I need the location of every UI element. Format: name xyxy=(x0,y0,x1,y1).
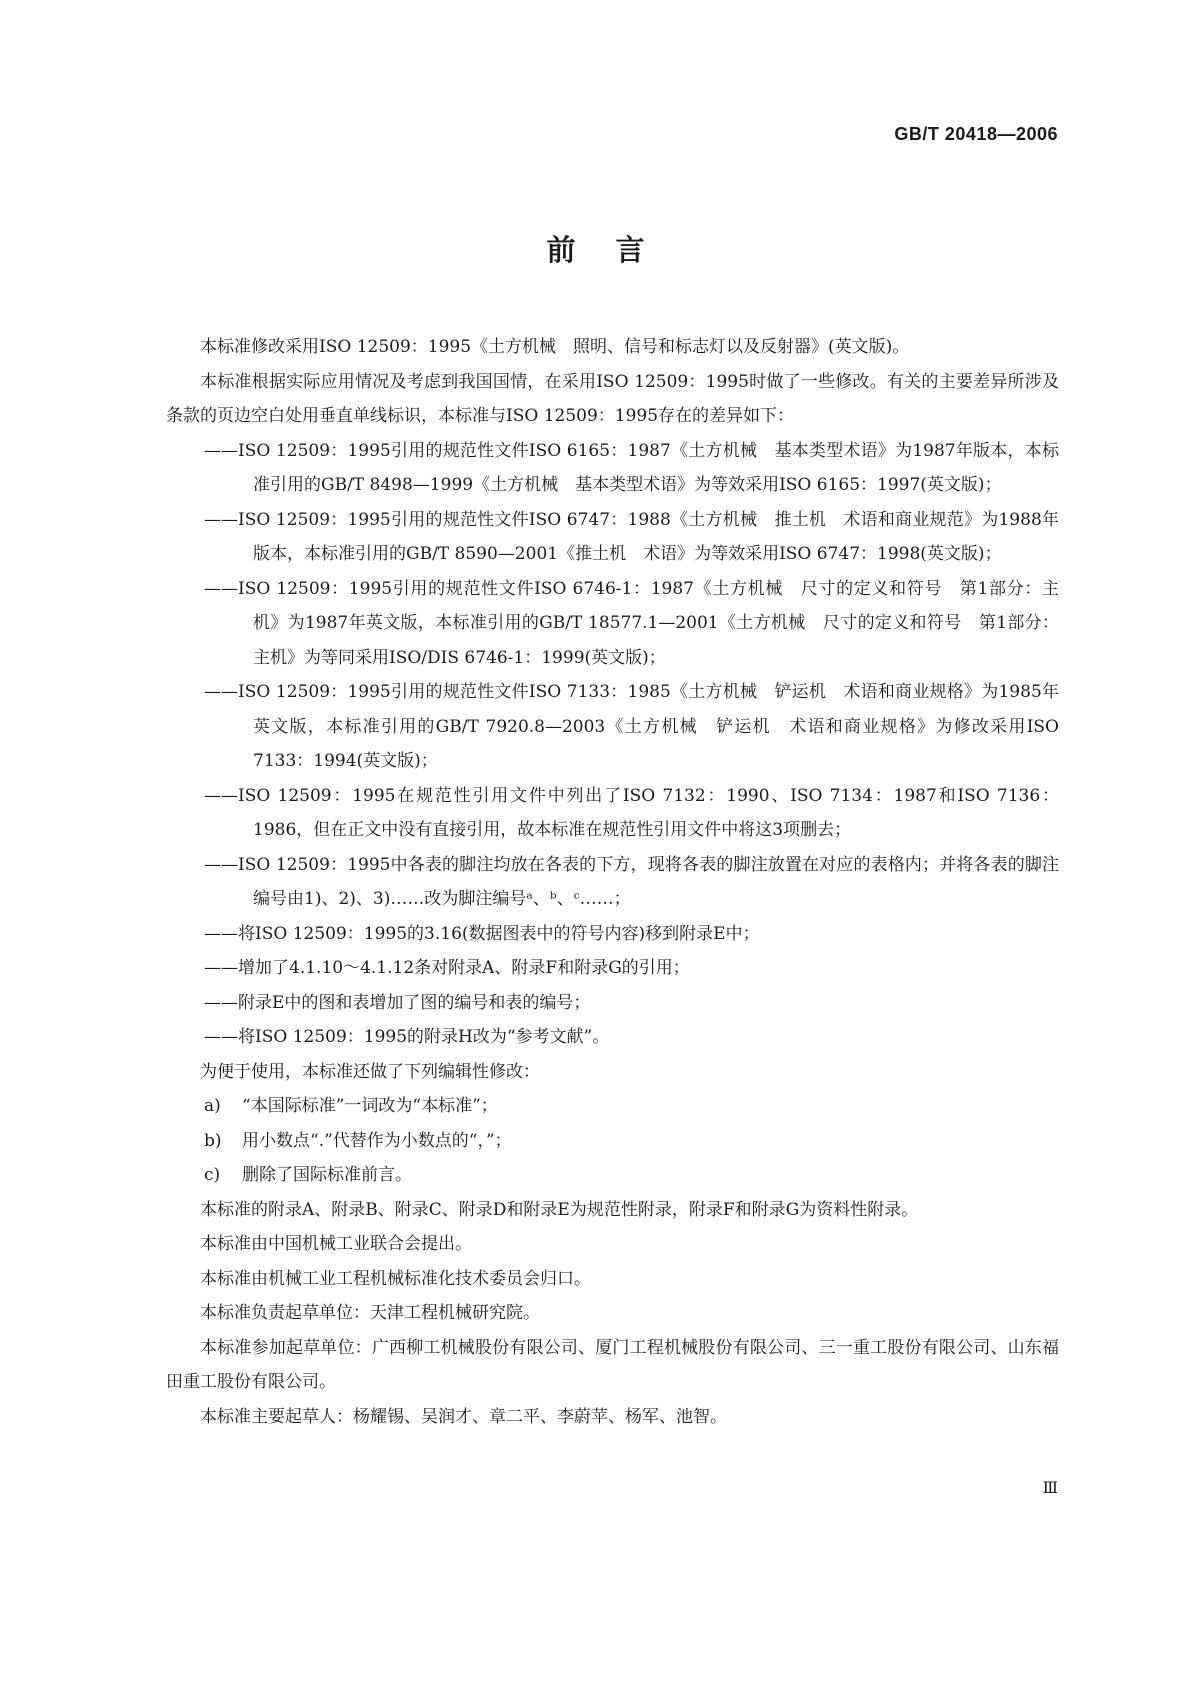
difference-item: ——ISO 12509：1995中各表的脚注均放在各表的下方，现将各表的脚注放置在对应的表格内；并将各表的脚注编号由1)、2)、3)……改为脚注编号ᵃ、ᵇ、ᶜ……； xyxy=(204,854,1059,909)
page-title: 前言 xyxy=(546,233,685,267)
closing-paragraph: 本标准参加起草单位：广西柳工机械股份有限公司、厦门工程机械股份有限公司、三一重工股份有限公司、山东福田重工股份有限公司。 xyxy=(166,1337,1059,1392)
difference-item: ——ISO 12509：1995引用的规范性文件ISO 6165：1987《土方机械 基本类型术语》为1987年版本，本标准引用的GB/T 8498—1999《土方机械 基本类型术语》为等效采用ISO 6165：1997(英文版)； xyxy=(204,440,1059,495)
difference-item: ——将ISO 12509：1995的3.16(数据图表中的符号内容)移到附录E中； xyxy=(204,923,760,944)
difference-item: ——ISO 12509：1995引用的规范性文件ISO 6747：1988《土方机械 推土机 术语和商业规范》为1988年版本，本标准引用的GB/T 8590—2001《推土机 术语》为等效采用ISO 6747：1998(英文版)； xyxy=(204,509,1059,564)
difference-item: ——附录E中的图和表增加了图的编号和表的编号； xyxy=(204,992,591,1013)
editorial-item-label: b) xyxy=(204,1130,222,1151)
closing-paragraph: 本标准负责起草单位：天津工程机械研究院。 xyxy=(200,1303,540,1323)
editorial-item-label: a) xyxy=(204,1096,221,1116)
intro-paragraph: 本标准修改采用ISO 12509：1995《土方机械 照明、信号和标志灯以及反射器》(英文版)。 xyxy=(200,337,910,357)
closing-paragraph: 本标准的附录A、附录B、附录C、附录D和附录E为规范性附录，附录F和附录G为资料性附录。 xyxy=(200,1199,919,1220)
editorial-item xyxy=(166,1124,1059,1159)
closing-paragraph: 本标准由中国机械工业联合会提出。 xyxy=(200,1234,472,1254)
difference-item: ——将ISO 12509：1995的附录H改为“参考文献”。 xyxy=(204,1027,610,1047)
difference-item: ——ISO 12509：1995在规范性引用文件中列出了ISO 7132：1990、ISO 7134：1987和ISO 7136：1986，但在正文中没有直接引用，故本标准在规范性引用文件中将这3项删去； xyxy=(204,785,1059,840)
difference-item: ——ISO 12509：1995引用的规范性文件ISO 7133：1985《土方机械 铲运机 术语和商业规格》为1985年英文版，本标准引用的GB/T 7920.8—2003《土方机械 铲运机 术语和商业规格》为修改采用ISO 7133：1994(英文版)； xyxy=(204,682,1059,771)
editorial-item-text: 用小数点“.”代替作为小数点的“，”； xyxy=(242,1130,512,1151)
difference-item: ——ISO 12509：1995引用的规范性文件ISO 6746-1：1987《土方机械 尺寸的定义和符号 第1部分：主机》为1987年英文版，本标准引用的GB/T 18577.1—2001《土方机械 尺寸的定义和符号 第1部分：主机》为等同采用ISO/DIS 6746-1：1999(英文版)； xyxy=(204,578,1059,668)
editorial-item-label: c) xyxy=(204,1165,221,1185)
difference-item: ——增加了4.1.10～4.1.12条对附录A、附录F和附录G的引用； xyxy=(204,958,690,978)
document-body xyxy=(166,330,1059,1434)
intro-paragraph: 本标准根据实际应用情况及考虑到我国国情，在采用ISO 12509：1995时做了一些修改。有关的主要差异所涉及条款的页边空白处用垂直单线标识，本标准与ISO 12509：1995存在的差异如下： xyxy=(166,371,1059,426)
closing-paragraph: 本标准主要起草人：杨耀锡、吴润才、章二平、李蔚苹、杨军、池智。 xyxy=(200,1406,727,1427)
page-number: Ⅲ xyxy=(1042,1478,1058,1497)
standard-code: GB/T 20418—2006 xyxy=(894,124,1058,144)
editorial-item xyxy=(166,1089,1059,1124)
editorial-item xyxy=(166,1158,1059,1193)
editorial-item-text: “本国际标准”一词改为“本标准”； xyxy=(242,1096,498,1116)
closing-paragraph: 本标准由机械工业工程机械标准化技术委员会归口。 xyxy=(200,1268,591,1289)
editorial-item-text: 删除了国际标准前言。 xyxy=(242,1165,412,1185)
editorial-intro: 为便于使用，本标准还做了下列编辑性修改： xyxy=(200,1061,540,1082)
